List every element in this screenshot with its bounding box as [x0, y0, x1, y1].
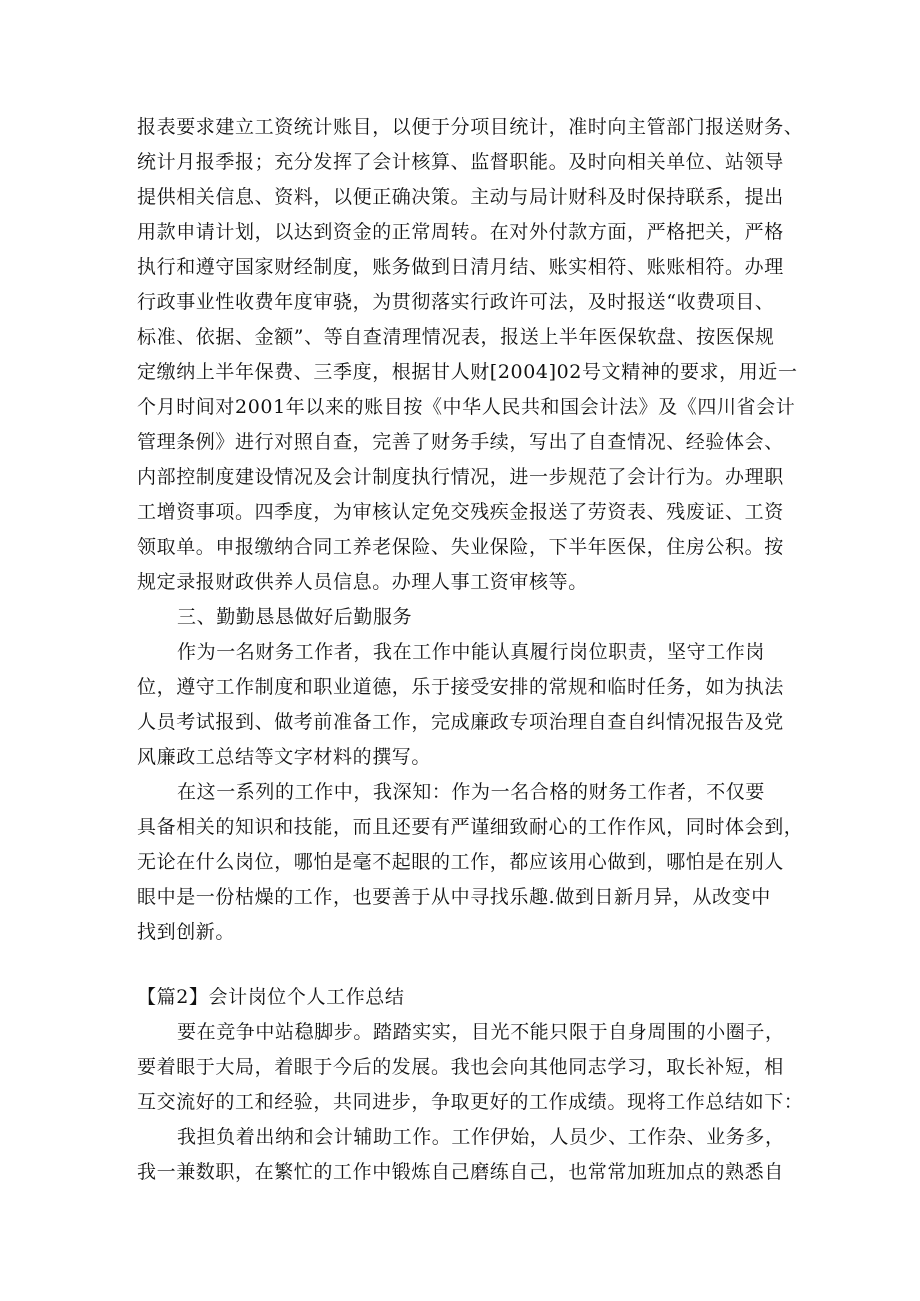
text-line: 个月时间对2001年以来的账目按《中华人民共和国会计法》及《四川省会计 — [137, 396, 796, 418]
text-line: 要着眼于大局，着眼于今后的发展。我也会向其他同志学习，取长补短，相 — [137, 1056, 784, 1078]
text-line: 领取单。申报缴纳合同工养老保险、失业保险，下半年医保，住房公积。按 — [137, 536, 784, 558]
article-title: 【篇2】会计岗位个人工作总结 — [137, 986, 405, 1008]
text-line: 报表要求建立工资统计账目，以便于分项目统计，准时向主管部门报送财务、 — [137, 116, 804, 138]
text-line: 提供相关信息、资料，以便正确决策。主动与局计财科及时保持联系，提出 — [137, 186, 784, 208]
text-line: 统计月报季报；充分发挥了会计核算、监督职能。及时向相关单位、站领导 — [137, 151, 784, 173]
text-line: 标准、依据、金额”、等自查清理情况表，报送上半年医保软盘、按医保规 — [137, 326, 775, 348]
text-line: 工增资事项。四季度，为审核认定免交残疾金报送了劳资表、残废证、工资 — [137, 501, 784, 523]
document-body — [137, 110, 804, 1190]
text-line: 具备相关的知识和技能，而且还要有严谨细致耐心的工作作风，同时体会到， — [137, 816, 804, 838]
text-line: 定缴纳上半年保费、三季度，根据甘人财[2004]02号文精神的要求，用近一 — [137, 361, 798, 383]
section-heading-3: 三、勤勤恳恳做好后勤服务 — [177, 606, 413, 628]
text-line: 位，遵守工作制度和职业道德，乐于接受安排的常规和临时任务，如为执法 — [137, 676, 784, 698]
text-line: 我一兼数职，在繁忙的工作中锻炼自己磨练自己，也常常加班加点的熟悉自 — [137, 1161, 784, 1183]
text-line: 要在竞争中站稳脚步。踏踏实实，目光不能只限于自身周围的小圈子， — [177, 1021, 785, 1043]
text-line: 互交流好的工和经验，共同进步，争取更好的工作成绩。现将工作总结如下： — [137, 1091, 804, 1113]
paragraph-logistics-service — [137, 635, 797, 775]
text-line: 内部控制度建设情况及会计制度执行情况，进一步规范了会计行为。办理职 — [137, 466, 784, 488]
text-line: 用款申请计划，以达到资金的正常周转。在对外付款方面，严格把关，严格 — [137, 221, 784, 243]
section-spacer — [137, 950, 797, 980]
text-line: 我担负着出纳和会计辅助工作。工作伊始，人员少、工作杂、业务多， — [177, 1126, 785, 1148]
text-line: 找到创新。 — [137, 921, 236, 943]
paragraph-finance-duties — [137, 110, 804, 600]
paragraph-reflection — [137, 775, 804, 950]
paragraph-intro — [137, 1015, 804, 1120]
text-line: 人员考试报到、做考前准备工作，完成廉政专项治理自查自纠情况报告及党 — [137, 711, 784, 733]
paragraph-duties — [137, 1120, 797, 1190]
text-line: 作为一名财务工作者，我在工作中能认真履行岗位职责，坚守工作岗 — [177, 641, 766, 663]
text-line: 规定录报财政供养人员信息。办理人事工资审核等。 — [137, 571, 588, 593]
text-line: 在这一系列的工作中，我深知：作为一名合格的财务工作者，不仅要 — [177, 781, 766, 803]
text-line: 行政事业性收费年度审骁，为贯彻落实行政许可法，及时报送“收费项目、 — [137, 291, 775, 313]
text-line: 执行和遵守国家财经制度，账务做到日清月结、账实相符、账账相符。办理 — [137, 256, 784, 278]
text-line: 风廉政工总结等文字材料的撰写。 — [137, 746, 432, 768]
text-line: 眼中是一份枯燥的工作，也要善于从中寻找乐趣.做到日新月异，从改变中 — [137, 886, 771, 908]
text-line: 管理条例》进行对照自查，完善了财务手续，写出了自查情况、经验体会、 — [137, 431, 784, 453]
text-line: 无论在什么岗位，哪怕是毫不起眼的工作，都应该用心做到，哪怕是在别人 — [137, 851, 784, 873]
